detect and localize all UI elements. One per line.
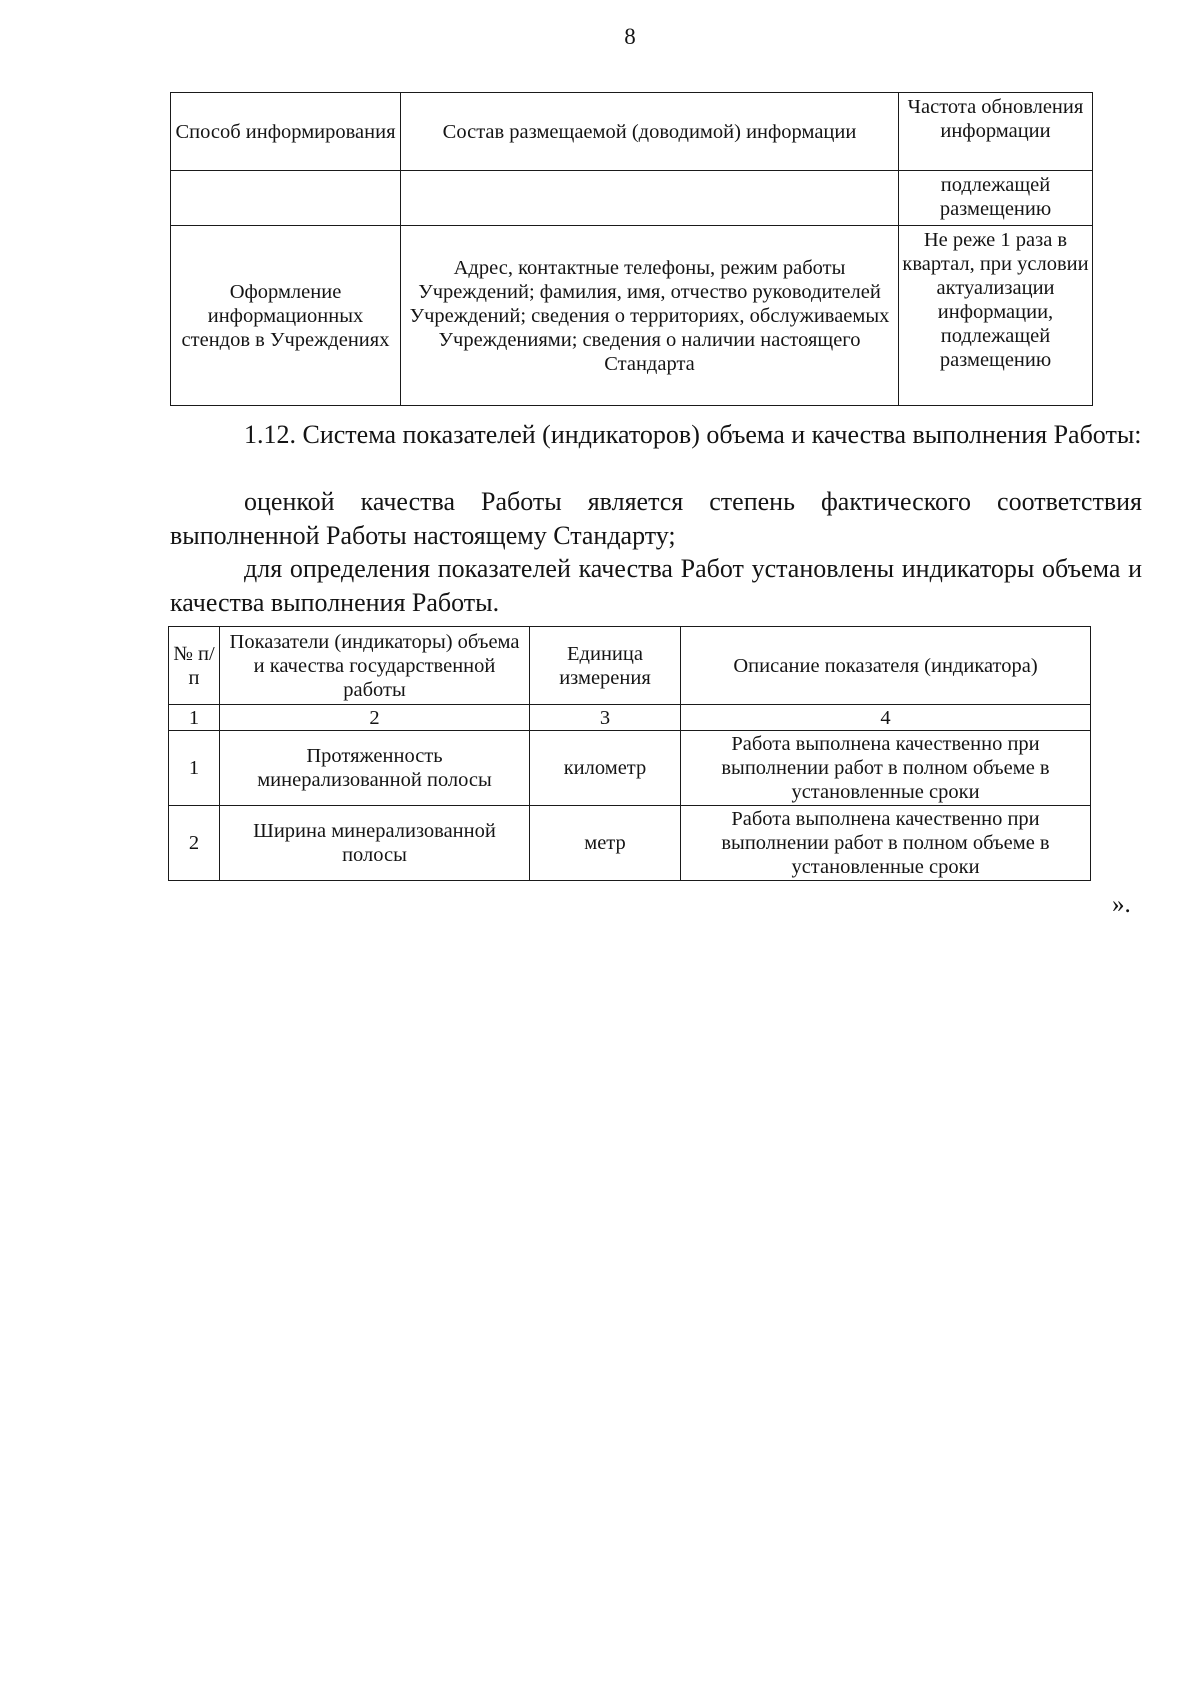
row-number: 2 — [169, 806, 220, 881]
section-paragraph: 1.12. Система показателей (индикаторов) объема и качества выполнения Работы: — [244, 420, 1142, 449]
header-unit: Единица измерения — [530, 627, 681, 705]
continuation-method — [171, 171, 401, 226]
closing-quote-mark: ». — [1112, 891, 1131, 918]
column-number: 1 — [169, 705, 220, 731]
row-description: Работа выполнена качественно при выполнении работ в полном объеме в установленные сроки — [681, 731, 1091, 806]
table-header-row — [171, 93, 1093, 171]
header-indicator: Показатели (индикаторы) объема и качества государственной работы — [220, 627, 530, 705]
row-frequency: Не реже 1 раза в квартал, при условии актуализации информации, подлежащей размещению — [899, 226, 1093, 406]
table-row — [169, 731, 1091, 806]
header-number: № п/п — [169, 627, 220, 705]
column-number: 4 — [681, 705, 1091, 731]
table-row — [171, 226, 1093, 406]
column-number: 2 — [220, 705, 530, 731]
information-methods-table — [170, 92, 1093, 406]
table-row — [169, 806, 1091, 881]
row-unit: километр — [530, 731, 681, 806]
row-method: Оформление информационных стендов в Учреждениях — [171, 226, 401, 406]
row-unit: метр — [530, 806, 681, 881]
body-paragraph: оценкой качества Работы является степень фактического соответствия выполненной Работы настоящему Стандарту; — [170, 487, 1142, 550]
row-indicator: Протяженность минерализованной полосы — [220, 731, 530, 806]
column-number: 3 — [530, 705, 681, 731]
page-number: 8 — [624, 24, 636, 49]
table-header-row — [169, 627, 1091, 705]
row-number: 1 — [169, 731, 220, 806]
body-paragraph: для определения показателей качества Работ установлены индикаторы объема и качества выполнения Работы. — [170, 554, 1142, 617]
row-description: Работа выполнена качественно при выполнении работ в полном объеме в установленные сроки — [681, 806, 1091, 881]
header-method: Способ информирования — [171, 93, 401, 171]
row-content: Адрес, контактные телефоны, режим работы Учреждений; фамилия, имя, отчество руководителей Учреждений; сведения о территориях, обслуживаемых Учреждениями; сведения о наличии настоящего Стандарта — [401, 226, 899, 406]
header-frequency: Частота обновления информации — [899, 93, 1093, 171]
continuation-content — [401, 171, 899, 226]
table-continuation-row — [171, 171, 1093, 226]
row-indicator: Ширина минерализованной полосы — [220, 806, 530, 881]
header-content: Состав размещаемой (доводимой) информации — [401, 93, 899, 171]
continuation-frequency: подлежащей размещению — [899, 171, 1093, 226]
column-number-row — [169, 705, 1091, 731]
header-description: Описание показателя (индикатора) — [681, 627, 1091, 705]
indicators-table — [168, 626, 1091, 881]
